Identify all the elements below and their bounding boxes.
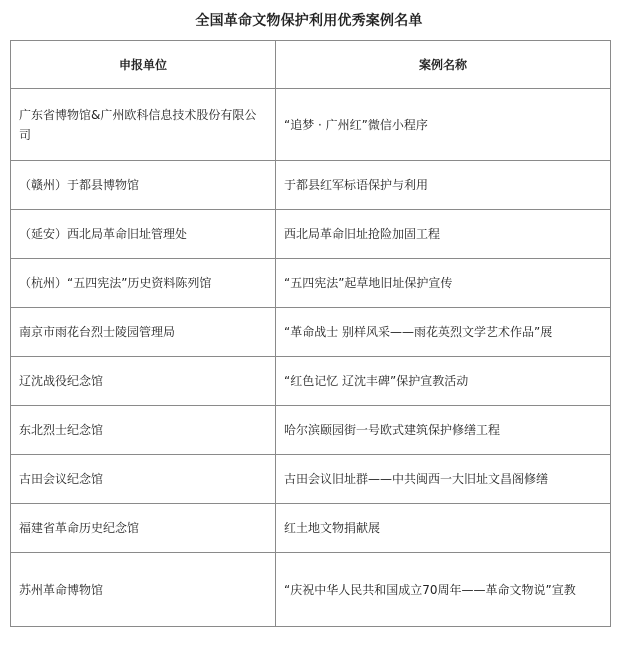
table-row [11,455,611,504]
applicant-cell: 辽沈战役纪念馆 [11,357,276,406]
applicant-cell: 南京市雨花台烈士陵园管理局 [11,308,276,357]
table-row [11,357,611,406]
applicant-cell: 东北烈士纪念馆 [11,406,276,455]
case-name-cell: 古田会议旧址群——中共闽西一大旧址文昌阁修缮 [276,455,611,504]
applicant-cell: （延安）西北局革命旧址管理处 [11,210,276,259]
case-name-cell: “庆祝中华人民共和国成立70周年——革命文物说”宣教 [276,553,611,627]
case-name-cell: “革命战士 别样风采——雨花英烈文学艺术作品”展 [276,308,611,357]
case-name-cell: “红色记忆 辽沈丰碑”保护宣教活动 [276,357,611,406]
applicant-cell: 福建省革命历史纪念馆 [11,504,276,553]
column-header-applicant: 申报单位 [11,41,276,89]
case-name-cell: 西北局革命旧址抢险加固工程 [276,210,611,259]
case-table [10,40,611,627]
case-name-cell: 红土地文物捐献展 [276,504,611,553]
applicant-cell: 广东省博物馆&广州欧科信息技术股份有限公司 [11,89,276,161]
column-header-case-name: 案例名称 [276,41,611,89]
applicant-cell: （赣州）于都县博物馆 [11,161,276,210]
table-header-row [11,41,611,89]
case-name-cell: 于都县红军标语保护与利用 [276,161,611,210]
table-row [11,89,611,161]
case-name-cell: 哈尔滨颐园街一号欧式建筑保护修缮工程 [276,406,611,455]
table-row [11,210,611,259]
table-row [11,308,611,357]
applicant-cell: 苏州革命博物馆 [11,553,276,627]
applicant-cell: 古田会议纪念馆 [11,455,276,504]
table-row [11,406,611,455]
table-row [11,553,611,627]
table-row [11,161,611,210]
applicant-cell: （杭州）“五四宪法”历史资料陈列馆 [11,259,276,308]
case-name-cell: “五四宪法”起草地旧址保护宣传 [276,259,611,308]
table-row [11,504,611,553]
table-row [11,259,611,308]
page-title: 全国革命文物保护利用优秀案例名单 [195,13,423,29]
case-name-cell: “追梦 · 广州红”微信小程序 [276,89,611,161]
